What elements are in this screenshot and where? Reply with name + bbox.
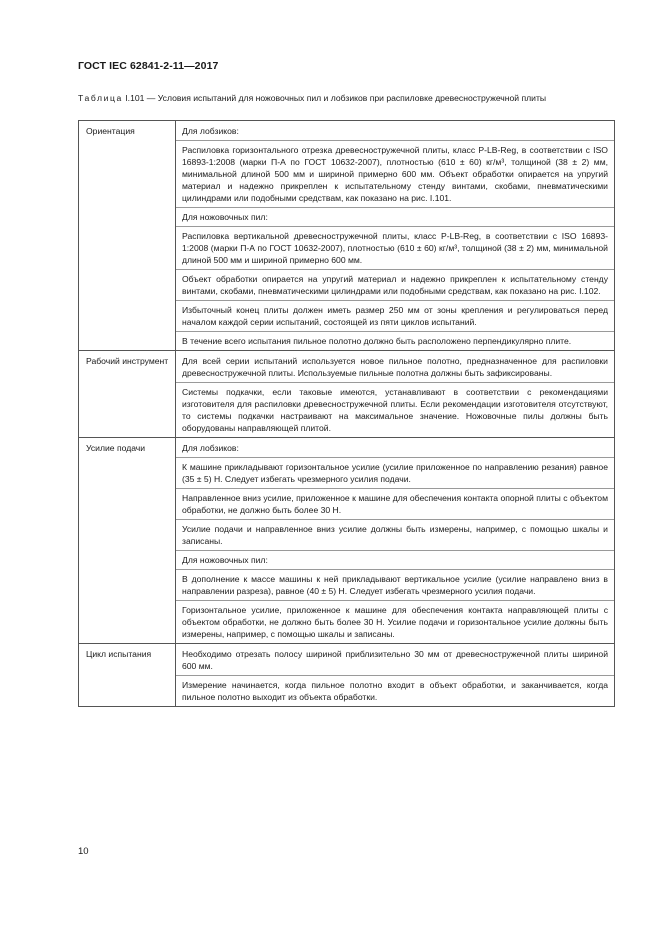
document-header: ГОСТ IEC 62841-2-11—2017 bbox=[78, 60, 219, 72]
row-paragraph: Распиловка вертикальной древесностружечной плиты, класс P-LB-Reg, в соответствии с ISO 16893-1:2008 (марки П-А по ГОСТ 10632-2007), плотностью (610 ± 60) кг/м³, толщиной (38 ± 2) мм, минимальной длиной 500 мм и шириной примерно 600 мм. bbox=[176, 226, 614, 266]
row-paragraph: В течение всего испытания пильное полотно должно быть расположено перпендикулярно плите. bbox=[176, 331, 614, 347]
row-content bbox=[176, 438, 615, 644]
test-conditions-table bbox=[78, 120, 615, 707]
table-caption-prefix: Таблица bbox=[78, 93, 123, 103]
row-content bbox=[176, 644, 615, 707]
table-row-working-tool bbox=[79, 351, 615, 438]
table-row-feed-force bbox=[79, 438, 615, 644]
row-label: Рабочий инструмент bbox=[79, 351, 176, 438]
row-label: Цикл испытания bbox=[79, 644, 176, 707]
row-label: Усилие подачи bbox=[79, 438, 176, 644]
row-paragraph: Необходимо отрезать полосу шириной приблизительно 30 мм от древесностружечной плиты шириной 600 мм. bbox=[182, 649, 608, 671]
row-paragraph: Для ножовочных пил: bbox=[176, 550, 614, 566]
row-paragraph: Направленное вниз усилие, приложенное к машине для обеспечения контакта опорной плиты с объектом обработки, не должно быть более 30 Н. bbox=[176, 488, 614, 516]
row-paragraph: Объект обработки опирается на упругий материал и надежно прикреплен к испытательному стенду винтами, скобами, пневматическими цилиндрами или подобными средствам, как показано на рис. I.102. bbox=[176, 269, 614, 297]
row-paragraph: Распиловка горизонтального отрезка древесностружечной плиты, класс P-LB-Reg, в соответствии с ISO 16893-1:2008 (марки П-А по ГОСТ 10632-2007), плотностью (610 ± 60) кг/м³, толщиной (38 ± 2) мм, минимальной длиной 500 мм и шириной примерно 600 мм. Объект обработки опирается на упругий материал и надежно прикреплен к испытательному стенду винтами, скобами, пневматическими цилиндрами или подобными средствам, как показано на рис. I.101. bbox=[176, 140, 614, 204]
row-label: Ориентация bbox=[79, 121, 176, 351]
row-paragraph: В дополнение к массе машины к ней прикладывают вертикальное усилие (усилие направлено вниз в направлении разреза), равное (40 ± 5) Н. Следует избегать чрезмерного усилия подачи. bbox=[176, 569, 614, 597]
row-paragraph: Измерение начинается, когда пильное полотно входит в объект обработки, и заканчивается, когда пильное полотно выходит из объекта обработки. bbox=[176, 675, 614, 703]
row-paragraph: Для лобзиков: bbox=[182, 126, 239, 136]
page-number: 10 bbox=[78, 846, 89, 857]
row-content bbox=[176, 351, 615, 438]
table-caption-text: I.101 — Условия испытаний для ножовочных пил и лобзиков при распиловке древесностружечной плиты bbox=[122, 93, 547, 103]
row-paragraph: К машине прикладывают горизонтальное усилие (усилие приложенное по направлению резания) равное (35 ± 5) Н. Следует избегать чрезмерного усилия подачи. bbox=[176, 457, 614, 485]
row-paragraph: Усилие подачи и направленное вниз усилие должны быть измерены, например, с помощью шкалы и записаны. bbox=[176, 519, 614, 547]
row-paragraph: Системы подкачки, если таковые имеются, устанавливают в соответствии с рекомендациями изготовителя для распиловки древесностружечной плиты. Если рекомендации изготовителя отсутствуют, то системы подкачки настраивают на максимальное значение. Ножовочные пилы должны быть оборудованы направляющей плитой. bbox=[176, 382, 614, 434]
table-row-test-cycle bbox=[79, 644, 615, 707]
table-caption bbox=[78, 92, 614, 104]
row-paragraph: Для всей серии испытаний используется новое пильное полотно, предназначенное для распиловки древесностружечной плиты. Используемые пильные полотна должны быть зафиксированы. bbox=[182, 356, 608, 378]
row-content bbox=[176, 121, 615, 351]
row-paragraph: Избыточный конец плиты должен иметь размер 250 мм от зоны крепления и регулироваться перед началом каждой серии испытаний, состоящей из пяти циклов испытаний. bbox=[176, 300, 614, 328]
row-paragraph: Для лобзиков: bbox=[182, 443, 239, 453]
table-row-orientation bbox=[79, 121, 615, 351]
row-paragraph: Для ножовочных пил: bbox=[176, 207, 614, 223]
row-paragraph: Горизонтальное усилие, приложенное к машине для обеспечения контакта направляющей плиты с объектом обработки, не должно быть более 30 Н. Усилие подачи и горизонтальное усилие должны быть измерены, например, с помощью шкалы и записаны. bbox=[176, 600, 614, 640]
